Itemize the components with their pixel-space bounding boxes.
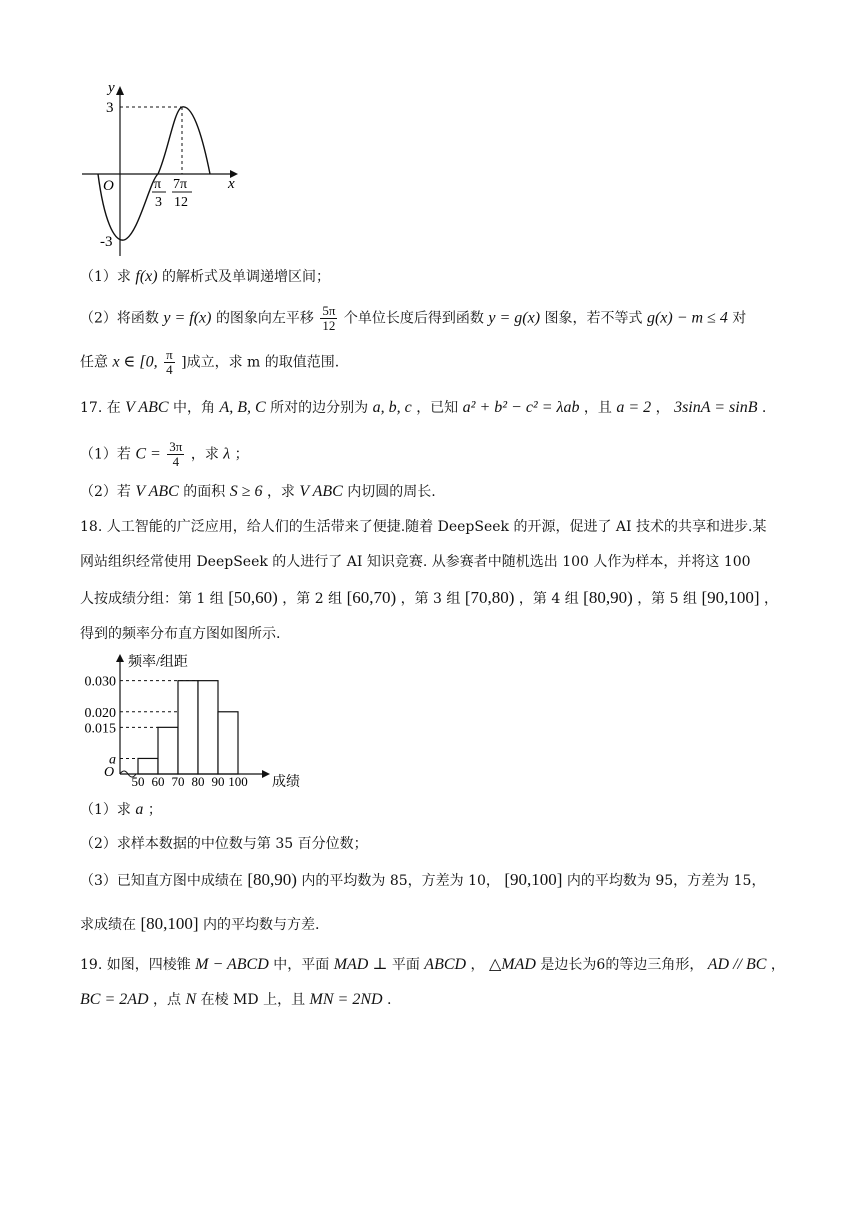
q17-intro-sides: a, b, c [372,399,412,416]
q18-p3-line2-b: 内的平均数与方差. [202,917,320,933]
x-tick-label: 100 [228,774,248,788]
origin-label: O [103,178,114,194]
x-axis-label: x [228,176,235,192]
y-axis-arrow-icon [116,654,124,662]
q19-line1 [80,955,785,975]
q19-line1-f: ， [770,957,785,973]
q18-part2: （2）求样本数据的中位数与第 35 百分位数； [80,836,368,852]
q17-p2-s: S ≥ 6 [229,483,263,500]
histogram-bar [198,681,218,774]
q17-intro [80,398,766,418]
histogram-bar [138,758,158,774]
q16-p2-expr1: y = f(x) [163,309,212,327]
q19-line2-a: ，点 [153,992,182,1008]
q17-intro-g: . [761,400,767,416]
q18-p3-g2: [90,100] [504,870,563,889]
q19-eq2: MN = 2ND [309,991,383,1008]
q16-p1-prefix: （1）求 [80,269,131,285]
q17-intro-tri: V ABC [125,399,169,416]
q16-p2-line2-x: x ∈ [0, [112,353,158,371]
q17-p2-b: 的面积 [183,484,226,500]
origin-label: O [104,765,115,780]
q19-line1-d: ， [470,957,485,973]
x-tick-label: 60 [151,774,165,788]
x-axis-arrow-icon [262,770,270,778]
q19-solid: M − ABCD [195,956,269,973]
q18-group1: [50,60) [228,588,278,607]
y-tick-label: 0.030 [84,674,116,690]
q17-p1-end: ； [234,446,249,463]
q16-part1 [80,267,330,287]
sine-graph [78,80,248,260]
q18-line4: 得到的频率分布直方图如图所示. [80,626,281,642]
q17-p2-tri2: V ABC [299,483,343,500]
q19-parallel: AD // BC [707,956,767,973]
q16-p2-d: 图象，若不等式 [544,310,643,327]
q19-line1-a: 19. 如图，四棱锥 [80,957,191,973]
q18-line1: 18. 人工智能的广泛应用，给人们的生活带来了便捷.随着 DeepSeek 的开源，促进了 AI 技术的共享和进步.某 [80,519,767,535]
x-tick-label: 80 [191,774,205,788]
q19-n: N [185,991,197,1008]
q16-p2-c: 个单位长度后得到函数 [343,310,484,327]
frequency-histogram [76,652,306,788]
q17-p1-a: （1）若 [80,446,131,463]
q17-intro-d: ，已知 [416,400,459,416]
q16-p1-expr: f(x) [135,268,158,285]
q18-p3-line2-g: [80,100] [140,914,199,933]
q18-group5: [90,100] [701,588,760,607]
x-tick-2-num: 7π [173,177,188,192]
q17-p1-fraction: $\frac{3\pi}{4}$ [169,439,183,469]
q19-line1-b: 中，平面 [273,957,330,973]
q18-p3-a: （3）已知直方图中成绩在 [80,873,243,889]
q16-p2-line2-a: 任意 [80,354,108,371]
q19-line1-c: 平面 [391,957,420,973]
q18-p3-g1: [80,90) [247,870,297,889]
q16-p1-suffix: 的解析式及单调递增区间； [162,269,331,285]
q16-p2-fraction: $\frac{5\pi}{12}$ [322,303,336,333]
y-axis-arrow-icon [116,86,124,95]
q18-p1-b: ； [147,802,162,818]
x-tick-label: 70 [171,774,185,788]
q18-line2: 网站组织经常使用 DeepSeek 的人进行了 AI 知识竞赛. 从参赛者中随机选出 100 人作为样本，并将这 100 [80,554,751,570]
q17-intro-a2: a = 2 [616,399,652,416]
q17-intro-eq: a² + b² − c² = λab [462,399,580,416]
q16-p2-line2-b: ]成立，求 m 的取值范围. [181,354,340,371]
q17-p1-c: C = [135,445,161,463]
q19-line2-c: . [387,992,392,1008]
q17-intro-c: 所对的边分别为 [270,400,369,416]
q17-p2-d: 内切圆的周长. [347,484,436,500]
q17-intro-a: 17. 在 [80,400,121,416]
q16-part2-line1 [80,304,746,333]
q18-part3-line2 [80,914,319,935]
y-tick-label: a [109,752,116,768]
histogram-bar [178,681,198,774]
q18-p3-b: 内的平均数为 85，方差为 10， [301,873,500,889]
q19-line1-e: 是边长为6的等边三角形， [540,957,704,973]
y-tick-label: 0.020 [84,705,116,721]
q18-line3-a: 人按成绩分组：第 1 组 [80,591,224,607]
histogram-bar [158,727,178,774]
y-axis-label: 频率/组距 [128,655,188,670]
q16-p2-line2-fraction: $\frac{\pi}{4}$ [166,347,173,377]
q16-p2-e: 对 [732,310,747,327]
q17-p1-lambda: λ [223,445,231,463]
q17-part1 [80,440,249,469]
q16-p2-a: （2）将函数 [80,310,159,327]
q18-part3-line1 [80,870,765,891]
q17-intro-e: ，且 [583,400,612,416]
histogram-bar [218,712,238,774]
q19-abcd: ABCD [424,956,467,973]
q18-line3-f: ， [763,591,778,607]
y-tick-label: 0.015 [84,721,116,737]
x-tick-label: 90 [211,774,225,788]
x-tick-2-den: 12 [174,195,188,210]
q18-group3: [70,80) [464,588,515,607]
q18-p3-c: 内的平均数为 95，方差为 15， [566,873,766,889]
y-tick-top: 3 [106,100,114,116]
q18-line3-c: ，第 3 组 [400,591,461,607]
q18-line3-e: ，第 5 组 [637,591,697,607]
q19-tri: △MAD [488,956,536,973]
q18-p1-a: （1）求 [80,802,131,818]
q17-intro-b: 中，角 [173,400,216,416]
q17-p2-a: （2）若 [80,484,131,500]
x-tick-1-num: π [154,177,162,192]
x-axis-label: 成绩 [272,775,300,788]
q16-p2-expr3: g(x) − m ≤ 4 [646,309,728,327]
q18-group2: [60,70) [346,588,397,607]
q18-line3 [80,588,778,609]
q18-group4: [80,90) [583,588,633,607]
x-tick-label: 50 [131,774,145,788]
q16-p2-b: 的图象向左平移 [215,310,314,327]
q16-part2-line2 [80,348,339,377]
q16-p2-expr2: y = g(x) [488,309,541,327]
y-tick-bottom: -3 [100,234,113,250]
q19-eq1: BC = 2AD [80,991,149,1008]
q17-p1-b: ，求 [190,446,219,463]
q19-mad: MAD ⊥ [333,956,388,973]
q18-line3-b: ，第 2 组 [282,591,343,607]
q19-line2-b: 在棱 MD 上，且 [200,992,306,1008]
q17-intro-f: ， [655,400,670,416]
q17-p2-tri: V ABC [135,483,179,500]
q18-p3-line2-a: 求成绩在 [80,917,136,933]
q17-part2 [80,482,436,502]
q18-part1 [80,800,162,820]
q19-line2 [80,990,391,1010]
q18-p1-var: a [135,801,144,818]
q17-intro-sin: 3sinA = sinB [674,399,758,416]
y-axis-label: y [108,80,115,96]
q18-line3-d: ，第 4 组 [518,591,579,607]
q17-intro-abc: A, B, C [219,399,266,416]
q17-p2-c: ，求 [266,484,295,500]
x-tick-1-den: 3 [155,195,162,210]
